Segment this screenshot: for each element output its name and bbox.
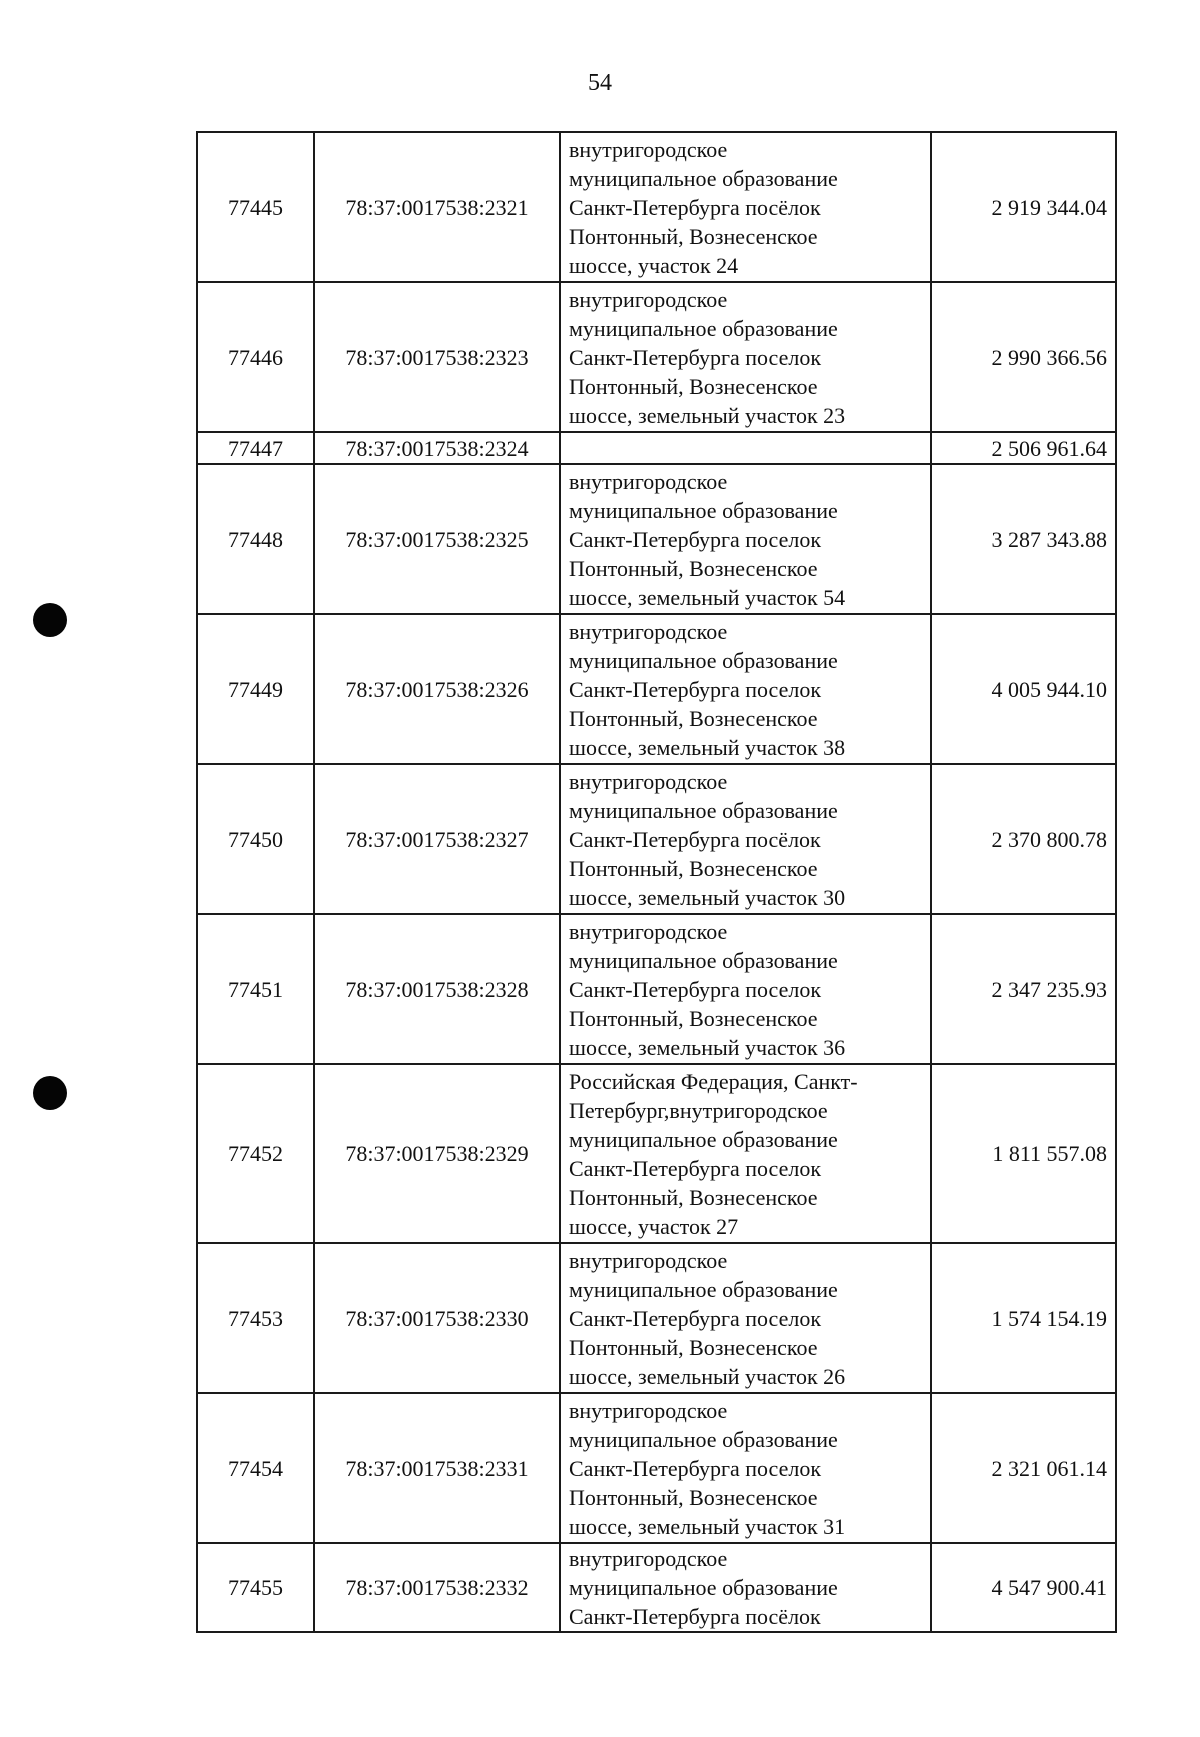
address-cell: внутригородское муниципальное образование Санкт-Петербурга поселок Понтонный, Вознесенское шоссе, земельный участок 54 xyxy=(560,464,931,614)
address-cell: внутригородское муниципальное образование Санкт-Петербурга поселок Понтонный, Вознесенское шоссе, земельный участок 23 xyxy=(560,282,931,432)
address-cell: внутригородское муниципальное образование Санкт-Петербурга поселок Понтонный, Вознесенское шоссе, земельный участок 31 xyxy=(560,1393,931,1543)
address-cell: внутригородское муниципальное образование Санкт-Петербурга посёлок Понтонный, Вознесенское шоссе, земельный участок 30 xyxy=(560,764,931,914)
table-row xyxy=(197,432,1116,464)
cadastral-value-cell: 4 547 900.41 xyxy=(931,1543,1116,1632)
table-row xyxy=(197,1543,1116,1632)
table-row xyxy=(197,1393,1116,1543)
row-number-cell: 77445 xyxy=(197,132,314,282)
cadastral-number-cell: 78:37:0017538:2323 xyxy=(314,282,560,432)
table-row xyxy=(197,132,1116,282)
cadastral-value-cell: 1 811 557.08 xyxy=(931,1064,1116,1243)
row-number-cell: 77451 xyxy=(197,914,314,1064)
cadastral-value-cell: 2 506 961.64 xyxy=(931,432,1116,464)
table-row xyxy=(197,1243,1116,1393)
row-number-cell: 77449 xyxy=(197,614,314,764)
row-number-cell: 77454 xyxy=(197,1393,314,1543)
address-cell: внутригородское муниципальное образование Санкт-Петербурга поселок Понтонный, Вознесенское шоссе, земельный участок 38 xyxy=(560,614,931,764)
cadastral-value-cell: 2 370 800.78 xyxy=(931,764,1116,914)
cadastral-number-cell: 78:37:0017538:2332 xyxy=(314,1543,560,1632)
cadastral-value-cell: 2 321 061.14 xyxy=(931,1393,1116,1543)
cadastral-number-cell: 78:37:0017538:2330 xyxy=(314,1243,560,1393)
row-number-cell: 77447 xyxy=(197,432,314,464)
cadastral-value-cell: 2 990 366.56 xyxy=(931,282,1116,432)
address-cell: внутригородское муниципальное образование Санкт-Петербурга посёлок Понтонный, Вознесенское шоссе, участок 24 xyxy=(560,132,931,282)
row-number-cell: 77452 xyxy=(197,1064,314,1243)
row-number-cell: 77453 xyxy=(197,1243,314,1393)
cadastral-number-cell: 78:37:0017538:2326 xyxy=(314,614,560,764)
row-number-cell: 77450 xyxy=(197,764,314,914)
row-number-cell: 77448 xyxy=(197,464,314,614)
address-cell: внутригородское муниципальное образование Санкт-Петербурга поселок Понтонный, Вознесенское шоссе, земельный участок 26 xyxy=(560,1243,931,1393)
table-row xyxy=(197,464,1116,614)
cadastral-value-cell: 2 347 235.93 xyxy=(931,914,1116,1064)
cadastral-value-cell: 2 919 344.04 xyxy=(931,132,1116,282)
cadastral-value-cell: 4 005 944.10 xyxy=(931,614,1116,764)
cadastral-number-cell: 78:37:0017538:2328 xyxy=(314,914,560,1064)
punch-hole-bottom xyxy=(33,1076,67,1110)
cadastral-number-cell: 78:37:0017538:2325 xyxy=(314,464,560,614)
table-row xyxy=(197,1064,1116,1243)
page-number: 54 xyxy=(588,70,612,96)
address-cell: Российская Федерация, Санкт- Петербург,внутригородское муниципальное образование Санкт-Петербурга поселок Понтонный, Вознесенское шоссе, участок 27 xyxy=(560,1064,931,1243)
table-row xyxy=(197,764,1116,914)
cadastral-number-cell: 78:37:0017538:2321 xyxy=(314,132,560,282)
table-row xyxy=(197,282,1116,432)
cadastral-value-cell: 1 574 154.19 xyxy=(931,1243,1116,1393)
punch-hole-top xyxy=(33,603,67,637)
address-cell: внутригородское муниципальное образование Санкт-Петербурга поселок Понтонный, Вознесенское шоссе, земельный участок 36 xyxy=(560,914,931,1064)
row-number-cell: 77455 xyxy=(197,1543,314,1632)
address-cell: внутригородское муниципальное образование Санкт-Петербурга посёлок xyxy=(560,1543,931,1632)
row-number-cell: 77446 xyxy=(197,282,314,432)
land-plot-table xyxy=(196,131,1117,1633)
table-row xyxy=(197,914,1116,1064)
cadastral-number-cell: 78:37:0017538:2331 xyxy=(314,1393,560,1543)
cadastral-value-cell: 3 287 343.88 xyxy=(931,464,1116,614)
cadastral-number-cell: 78:37:0017538:2329 xyxy=(314,1064,560,1243)
address-cell xyxy=(560,432,931,464)
cadastral-number-cell: 78:37:0017538:2324 xyxy=(314,432,560,464)
cadastral-number-cell: 78:37:0017538:2327 xyxy=(314,764,560,914)
table-row xyxy=(197,614,1116,764)
